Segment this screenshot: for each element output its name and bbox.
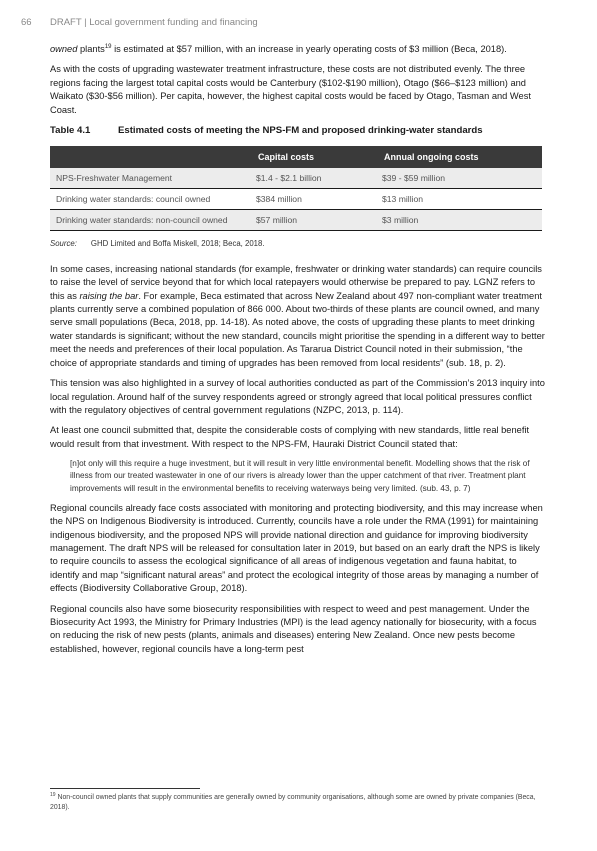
- table-header-capital: Capital costs: [250, 146, 376, 168]
- table-row: [50, 168, 542, 189]
- block-quote: [n]ot only will this require a huge investment, but it will result in very little environmental benefit. Modelling shows that the risk of illness from our treated wastewater in one of our rivers is already lower than the upper catchment of that river. Treatment plant improvements will result in the environmental benefits to receiving waterways being very limited. (sub. 43, p. 7): [70, 459, 530, 493]
- footnote-19: [50, 793, 547, 812]
- paragraph-5: At least one council submitted that, despite the considerable costs of complying with new standards, little real benefit would result from that investment. With respect to the NPS-FM, Hauraki District Council stated that:: [50, 425, 530, 449]
- table-row: [50, 210, 542, 231]
- paragraph-3: [50, 263, 547, 370]
- table-header-row: [50, 146, 542, 168]
- paragraph-2: As with the costs of upgrading wastewater treatment infrastructure, these costs are not distributed evenly. The three regions facing the largest total capital costs would be Canterbury ($102-$190 million), Otago ($66–$123 million) and Waikato ($30-$56 million). Per capita, however, the highest capital costs would be faced by Otago, Tasman and West Coast.: [50, 64, 531, 115]
- table-header-blank: [50, 146, 250, 168]
- table-cell: $1.4 - $2.1 billion: [250, 168, 376, 189]
- running-title: DRAFT | Local government funding and financing: [50, 17, 258, 28]
- paragraph-7: Regional councils also have some biosecurity responsibilities with respect to weed and pest management. Under the Biosecurity Act 1993, the Ministry for Primary Industries (MPI) is the lead agency nationally for biosecurity, with a focus on reducing the risk of new pests (plants, animals and diseases) entering New Zealand. Once new pests become established, however, regional councils have a long-term pest: [50, 603, 537, 654]
- paragraph-1: [50, 43, 547, 56]
- table-cell: $39 - $59 million: [376, 168, 542, 189]
- table-cell: $384 million: [250, 189, 376, 210]
- table-cell: $3 million: [376, 210, 542, 231]
- table-number: Table 4.1: [50, 125, 91, 137]
- para1-italic-lead: owned: [50, 44, 78, 54]
- table-source: [50, 237, 547, 250]
- para3-text-a: In some cases, increasing national standards (for example, freshwater or drinking water standards) can require councils to raise the level of service beyond that for which local ratepayers would otherwise be prepared to pay. LGNZ refers to this as: [50, 263, 542, 301]
- source-label: Source:: [50, 239, 77, 249]
- footnote-text: Non-council owned plants that supply communities are generally owned by community organisations, although some are owned by private companies (Beca, 2018).: [50, 794, 536, 811]
- footnote-divider: [50, 788, 200, 789]
- table-cell: Drinking water standards: non-council owned: [50, 210, 250, 231]
- footnote-ref-19[interactable]: 19: [104, 44, 112, 50]
- para3-text-b: . For example, Beca estimated that across New Zealand about 497 non-compliant water treatment plants currently serve a combined population of 866 000. About two-thirds of these plants are council owned, and many serve small populations (Beca, 2018, pp. 14-18). As noted above, the costs of upgrading these plants to meet drinking water standards is significant; without the new standard, councils might prioritise the spending in a different way to better meet the needs and preferences of their local population. As Tararua District Council noted in their submission, “the choice of appropriate standards and timing of upgrades has been removed from local residents” (sub. 18, p. 2).: [50, 290, 545, 368]
- table-caption: [50, 124, 547, 137]
- table-cell: $57 million: [250, 210, 376, 231]
- page-number: 66: [21, 17, 32, 28]
- cost-table: [50, 146, 542, 231]
- paragraph-4: This tension was also highlighted in a survey of local authorities conducted as part of the Commission’s 2013 inquiry into local regulation. Around half of the survey respondents agreed or strongly agreed that local political pressures conflict with the regulatory objectives of central government regulations (NZPC, 2013, p. 114).: [50, 378, 545, 415]
- table-row: [50, 189, 542, 210]
- page-header: [0, 0, 597, 34]
- page-body: [50, 43, 547, 663]
- table-title: Estimated costs of meeting the NPS-FM and proposed drinking-water standards: [118, 125, 483, 137]
- table-header-annual: Annual ongoing costs: [376, 146, 542, 168]
- para1-text-b: is estimated at $57 million, with an increase in yearly operating costs of $3 million (Beca, 2018).: [111, 44, 507, 54]
- table-cell: Drinking water standards: council owned: [50, 189, 250, 210]
- paragraph-6: Regional councils already face costs associated with monitoring and protecting biodiversity, and this may increase when the NPS on Indigenous Biodiversity is introduced. Currently, councils have a role under the RMA (1991) for maintaining indigenous biodiversity, and the proposed NPS will provide national direction and guidance for improving biodiversity management. The draft NPS will be released for consultation later in 2019, but based on an early draft the NPS is likely to require councils to assess the ecological significance of all areas of indigenous vegetation and fauna habitat, to identify and map “significant natural areas” and protect the ecological integrity of those areas by managing a number of effects (Biodiversity Collaborative Group, 2018).: [50, 502, 543, 594]
- footnote-number: 19: [50, 792, 56, 798]
- para3-italic: raising the bar: [79, 290, 139, 301]
- para1-text-a: plants: [77, 44, 105, 54]
- table-cell: NPS-Freshwater Management: [50, 168, 250, 189]
- table-cell: $13 million: [376, 189, 542, 210]
- source-text: GHD Limited and Boffa Miskell, 2018; Beca, 2018.: [90, 239, 265, 249]
